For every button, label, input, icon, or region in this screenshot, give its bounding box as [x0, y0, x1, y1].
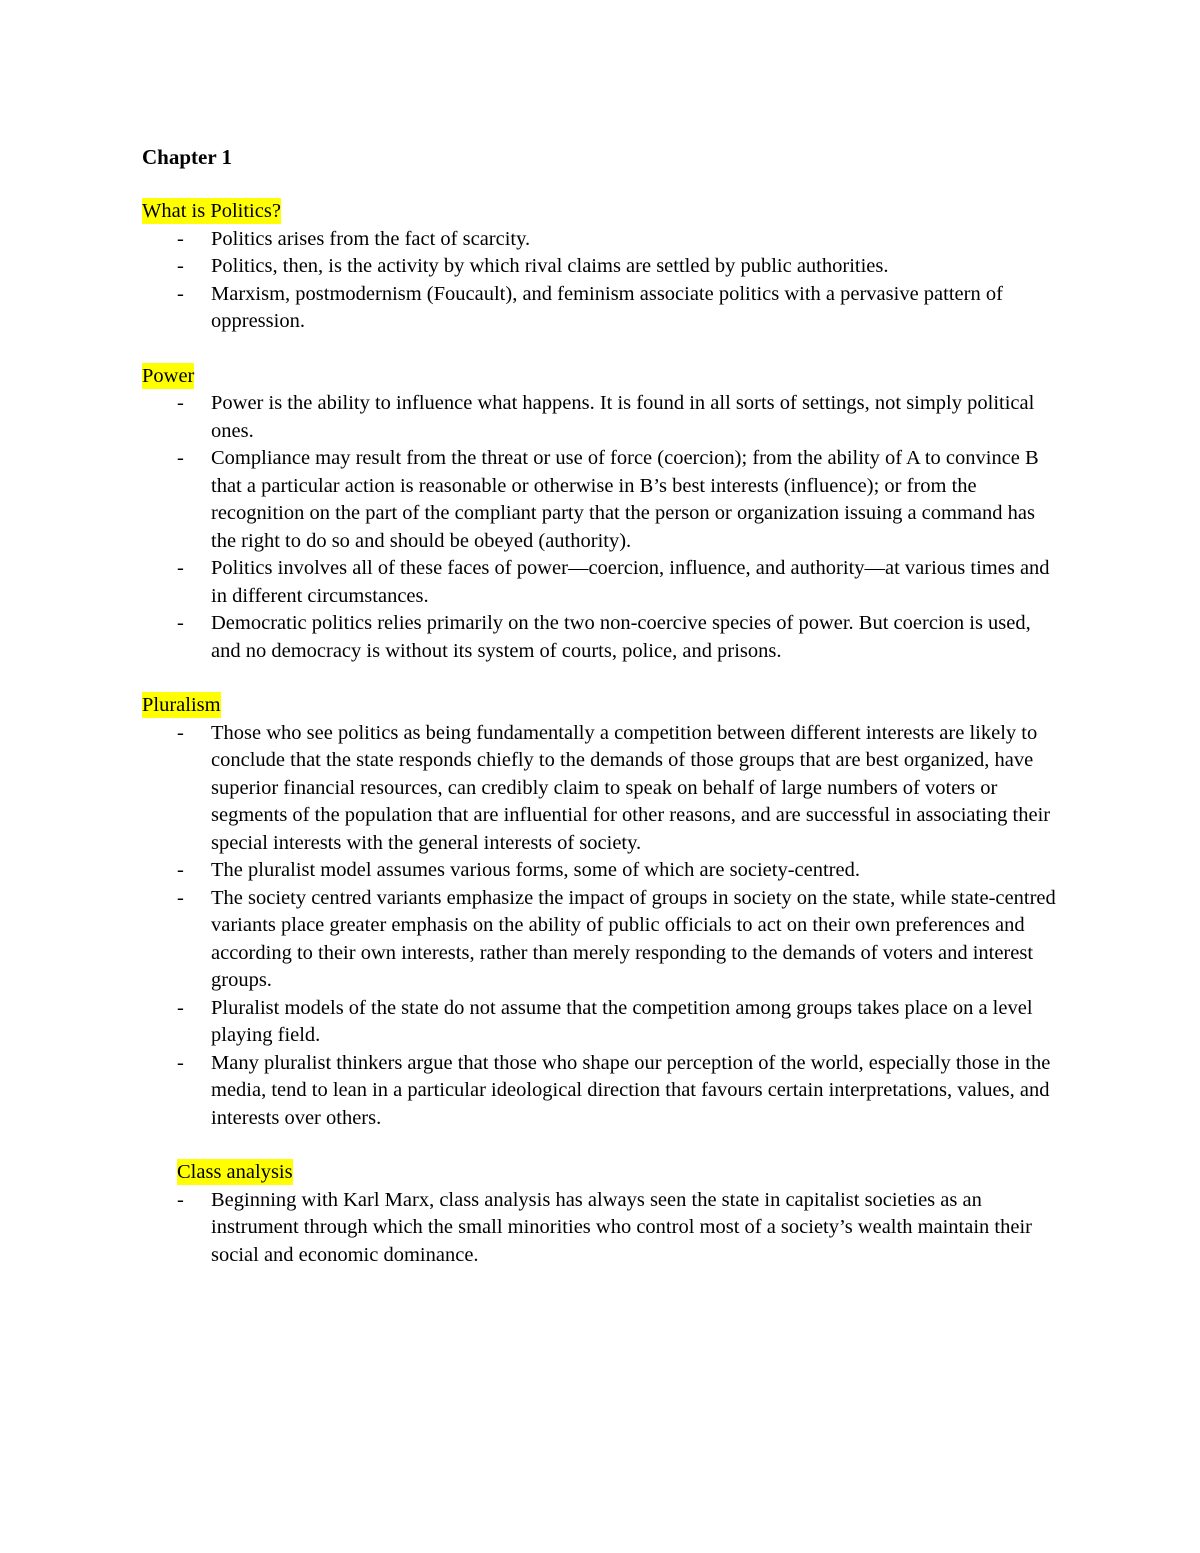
section-heading: Pluralism — [142, 694, 221, 716]
section — [142, 1159, 1062, 1269]
section-heading: Power — [142, 364, 195, 387]
list-item — [142, 390, 1062, 445]
list-item — [142, 445, 1062, 555]
list-item — [142, 1050, 1062, 1133]
bullet-dash-icon: - — [177, 1188, 184, 1211]
bullet-text: Politics arises from the fact of scarcity. — [211, 227, 531, 250]
bullet-text: Power is the ability to influence what happens. It is found in all sorts of settings, not simply political ones. — [211, 392, 1035, 442]
list-item — [142, 857, 1062, 885]
bullet-text: The society centred variants emphasize the impact of groups in society on the state, while state-centred variants place greater emphasis on the ability of public officials to act on their own preferences and according to their own interests, rather than merely responding to the demands of voters and interest groups. — [211, 886, 1056, 991]
bullet-text: Pluralist models of the state do not assume that the competition among groups takes place on a level playing field. — [211, 996, 1033, 1046]
list-item — [142, 226, 1062, 254]
list-item — [142, 885, 1062, 995]
list-item — [142, 995, 1062, 1050]
bullet-dash-icon: - — [177, 721, 184, 744]
section — [142, 198, 1062, 336]
bullet-list — [142, 226, 1062, 336]
sections-container — [142, 198, 1062, 1269]
bullet-text: Politics, then, is the activity by which rival claims are settled by public authorities. — [211, 255, 889, 277]
bullet-text: Marxism, postmodernism (Foucault), and feminism associate politics with a pervasive pattern of oppression. — [211, 282, 1003, 332]
document-content — [142, 143, 1062, 1296]
bullet-dash-icon: - — [177, 392, 184, 414]
bullet-list — [142, 720, 1062, 1133]
section — [142, 363, 1062, 666]
section — [142, 692, 1062, 1132]
bullet-dash-icon: - — [177, 255, 184, 277]
list-item — [142, 555, 1062, 610]
bullet-text: The pluralist model assumes various forms, some of which are society-centred. — [211, 859, 860, 881]
bullet-dash-icon: - — [177, 282, 184, 305]
list-item — [142, 720, 1062, 858]
bullet-text: Those who see politics as being fundamentally a competition between different interests are likely to conclude that the state responds chiefly to the demands of those groups that are best organized, have superior financial resources, can credibly claim to speak on behalf of large numbers of voters or segments of the population that are influential for other reasons, and are successful in associating their special interests with the general interests of society. — [211, 721, 1051, 854]
bullet-text: Compliance may result from the threat or use of force (coercion); from the ability of A to convince B that a particular action is reasonable or otherwise in B’s best interests (influence); or from the recognition on the part of the compliant party that the person or organization issuing a command has the right to do so and should be obeyed (authority). — [211, 447, 1039, 552]
bullet-dash-icon: - — [177, 557, 184, 579]
bullet-text: Beginning with Karl Marx, class analysis has always seen the state in capitalist societies as an instrument through which the small minorities who control most of a society’s wealth maintain their social and economic dominance. — [211, 1188, 1032, 1266]
bullet-dash-icon: - — [177, 1051, 184, 1074]
list-item — [142, 610, 1062, 665]
bullet-dash-icon: - — [177, 227, 184, 250]
list-item — [142, 253, 1062, 281]
bullet-dash-icon: - — [177, 996, 184, 1019]
list-item — [142, 281, 1062, 336]
chapter-title: Chapter 1 — [142, 145, 233, 169]
bullet-dash-icon: - — [177, 886, 184, 909]
section-heading: Class analysis — [177, 1161, 293, 1183]
bullet-list — [177, 1187, 1062, 1270]
bullet-list — [142, 390, 1062, 665]
bullet-text: Democratic politics relies primarily on the two non-coercive species of power. But coercion is used, and no democracy is without its system of courts, police, and prisons. — [211, 612, 1031, 662]
bullet-dash-icon: - — [177, 859, 184, 881]
bullet-text: Many pluralist thinkers argue that those who shape our perception of the world, especially those in the media, tend to lean in a particular ideological direction that favours certain interpretations, values, and interests over others. — [211, 1051, 1051, 1129]
bullet-dash-icon: - — [177, 612, 184, 634]
section-heading: What is Politics? — [142, 200, 281, 222]
list-item — [177, 1187, 1062, 1270]
bullet-dash-icon: - — [177, 447, 184, 469]
bullet-text: Politics involves all of these faces of power—coercion, influence, and authority—at various times and in different circumstances. — [211, 557, 1050, 607]
